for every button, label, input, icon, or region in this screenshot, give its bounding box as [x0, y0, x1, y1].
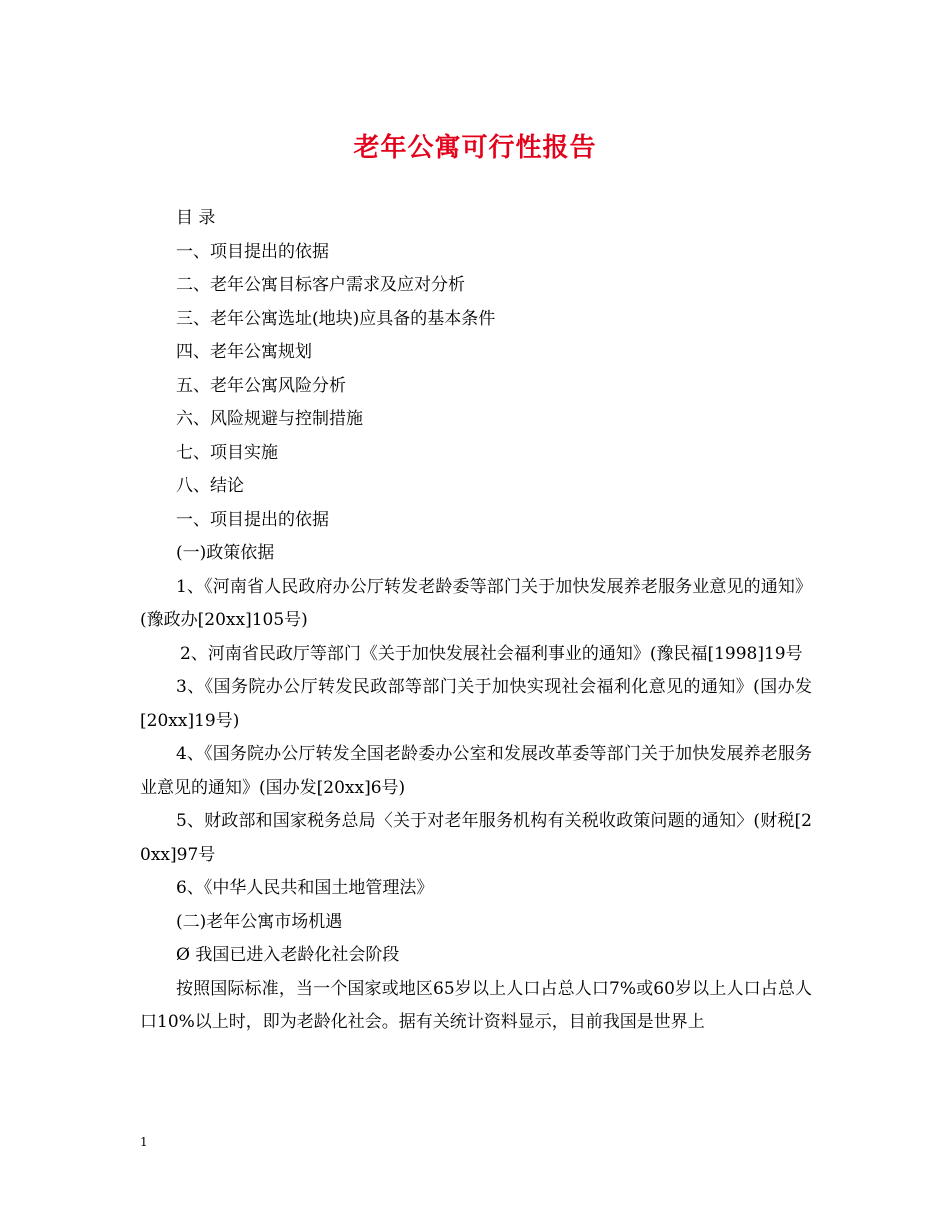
subsection-heading: (一)政策依据 — [176, 543, 275, 563]
policy-item: 3、《国务院办公厅转发民政部等部门关于加快实现社会福利化意见的通知》(国办发[20xx]19号) — [140, 677, 812, 731]
document-body — [140, 202, 812, 1040]
toc-item: 三、老年公寓选址(地块)应具备的基本条件 — [176, 308, 496, 329]
toc-item: 一、项目提出的依据 — [176, 241, 329, 262]
policy-item: 2、河南省民政厅等部门《关于加快发展社会福利事业的通知》(豫民福[1998]19号 — [180, 643, 803, 664]
bullet-point: Ø 我国已进入老龄化社会阶段 — [176, 945, 400, 965]
toc-item: 六、风险规避与控制措施 — [176, 409, 363, 429]
toc-item: 五、老年公寓风险分析 — [176, 375, 346, 396]
policy-item: 4、《国务院办公厅转发全国老龄委办公室和发展改革委等部门关于加快发展养老服务业意见的通知》(国办发[20xx]6号) — [140, 744, 812, 798]
policy-item: 6、《中华人民共和国土地管理法》 — [176, 878, 434, 898]
page-number: 1 — [140, 1135, 148, 1149]
policy-item: 5、财政部和国家税务总局〈关于对老年服务机构有关税收政策问题的通知〉(财税[20xx]97号 — [140, 811, 812, 865]
toc-item: 八、结论 — [176, 476, 244, 496]
policy-item: 1、《河南省人民政府办公厅转发老龄委等部门关于加快发展养老服务业意见的通知》(豫政办[20xx]105号) — [140, 576, 812, 630]
body-paragraph: 按照国际标准，当一个国家或地区65岁以上人口占总人口7%或60岁以上人口占总人口10%以上时，即为老龄化社会。据有关统计资料显示，目前我国是世界上 — [140, 978, 812, 1032]
toc-heading: 目 录 — [176, 208, 216, 228]
toc-item: 二、老年公寓目标客户需求及应对分析 — [176, 275, 465, 295]
section-heading: 一、项目提出的依据 — [176, 509, 329, 530]
toc-item: 七、项目实施 — [176, 442, 278, 463]
document-title: 老年公寓可行性报告 — [353, 133, 597, 163]
toc-item: 四、老年公寓规划 — [176, 342, 312, 362]
subsection-heading: (二)老年公寓市场机遇 — [176, 911, 343, 932]
